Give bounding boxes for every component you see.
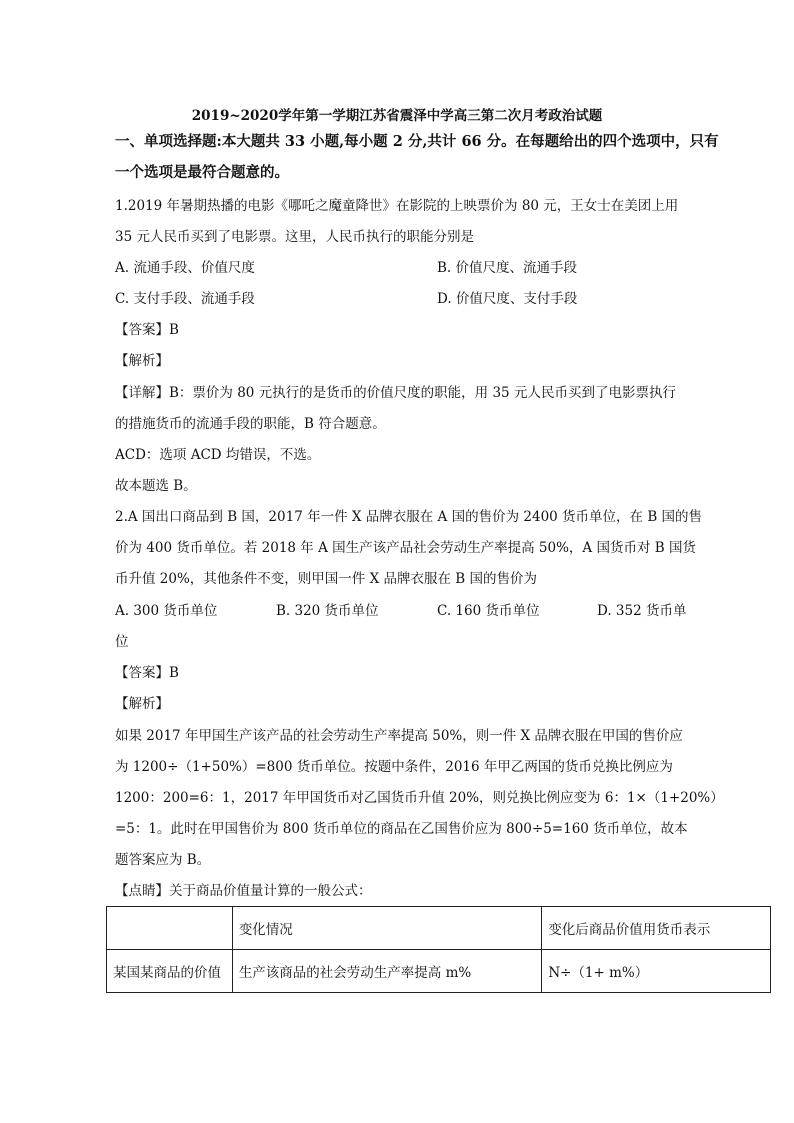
table-cell: 生产该商品的社会劳动生产率提高 m% [232,950,542,993]
q2-option-d: D. 352 货币单 [597,603,687,619]
q2-explanation-line-1: 如果 2017 年甲国生产该产品的社会劳动生产率提高 50%，则一件 X 品牌衣服在甲国的售价应 [115,728,683,744]
q1-stem-line-2: 35 元人民币买到了电影票。这里，人民币执行的职能分别是 [115,229,474,245]
table-row [107,950,771,993]
q2-tip: 【点睛】关于商品价值量计算的一般公式： [115,883,372,899]
q2-explanation-line-3: 1200：200=6：1，2017 年甲国货币对乙国货币升值 20%，则兑换比例应变为 6：1×（1+20%） [115,790,724,806]
q2-explanation-line-4: =5：1。此时在甲国售价为 800 货币单位的商品在乙国售价应为 800÷5=160 货币单位，故本 [115,821,688,837]
q2-option-a: A. 300 货币单位 [115,603,218,619]
q2-answer: 【答案】B [115,665,179,681]
value-formula-table [106,906,771,993]
q1-detail-line-4: 故本题选 B。 [115,478,197,494]
q2-analysis-label: 【解析】 [115,696,169,712]
table-cell: 某国某商品的价值 [107,950,233,993]
table-header-row [107,907,771,950]
q2-stem-line-3: 币升值 20%，其他条件不变，则甲国一件 X 品牌衣服在 B 国的售价为 [115,571,537,587]
q1-stem-line-1: 1.2019 年暑期热播的电影《哪吒之魔童降世》在影院的上映票价为 80 元，王女士在美团上用 [115,198,679,214]
q2-stem-line-1: 2.A 国出口商品到 B 国，2017 年一件 X 品牌衣服在 A 国的售价为 2400 货币单位，在 B 国的售 [115,509,703,525]
q1-option-b: B. 价值尺度、流通手段 [437,260,578,276]
q2-explanation-line-2: 为 1200÷（1+50%）=800 货币单位。按题中条件，2016 年甲乙两国的货币兑换比例应为 [115,759,673,775]
table-header-cell: 变化后商品价值用货币表示 [542,907,771,950]
q2-stem-line-2: 价为 400 货币单位。若 2018 年 A 国生产该产品社会劳动生产率提高 50%，A 国货币对 B 国货 [115,540,696,556]
q1-option-d: D. 价值尺度、支付手段 [437,291,578,307]
table-header-cell: 变化情况 [232,907,542,950]
q1-analysis-label: 【解析】 [115,353,169,369]
q1-option-a: A. 流通手段、价值尺度 [115,260,255,276]
q2-explanation-line-5: 题答案应为 B。 [115,852,211,868]
section-heading-line-1: 一、单项选择题:本大题共 33 小题,每小题 2 分,共计 66 分。在每题给出的四个选项中，只有 [115,133,719,150]
page-title: 2019~2020学年第一学期江苏省震泽中学高三第二次月考政治试题 [191,108,603,124]
table-header-cell [107,907,233,950]
q1-detail-line-2: 的措施货币的流通手段的职能，B 符合题意。 [115,416,386,432]
q2-option-c: C. 160 货币单位 [437,603,540,619]
q2-option-b: B. 320 货币单位 [276,603,379,619]
q1-option-c: C. 支付手段、流通手段 [115,291,255,307]
q2-option-d-wrap: 位 [115,634,129,650]
table-cell: N÷（1+ m%） [542,950,771,993]
section-heading-line-2: 一个选项是最符合题意的。 [115,164,289,181]
q1-answer: 【答案】B [115,322,179,338]
q1-detail-line-3: ACD：选项 ACD 均错误，不选。 [115,447,321,463]
q1-detail-line-1: 【详解】B：票价为 80 元执行的是货币的价值尺度的职能，用 35 元人民币买到了电影票执行 [115,385,676,401]
